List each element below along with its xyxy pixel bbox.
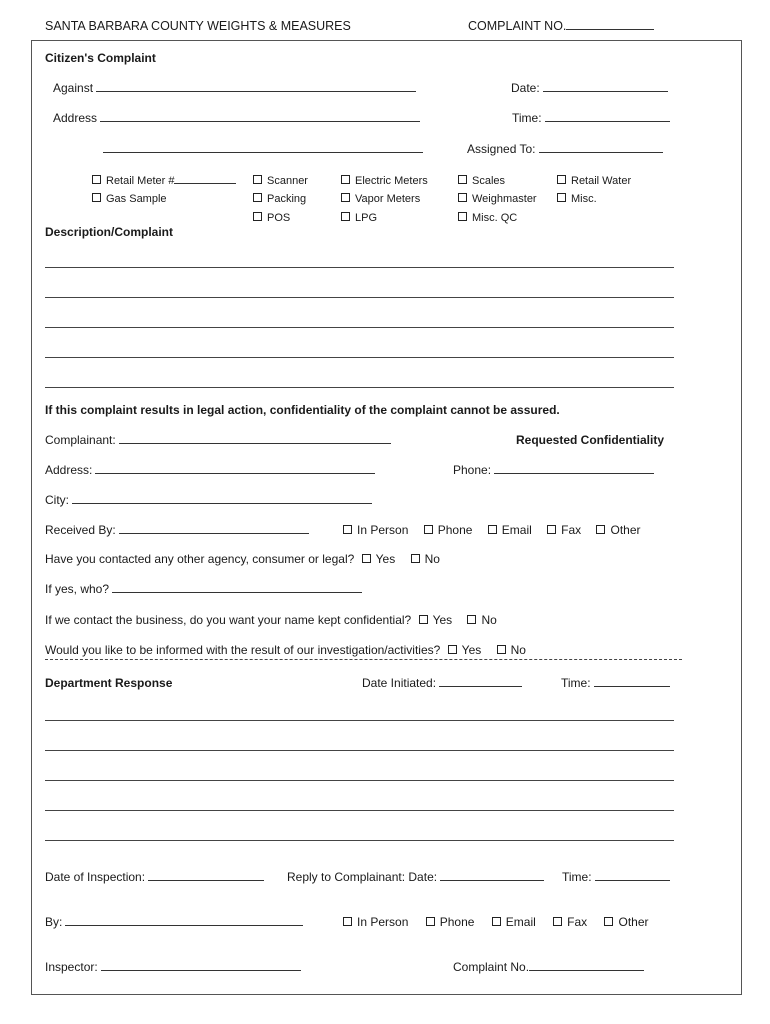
complainant-field[interactable]: [45, 433, 391, 447]
checkbox-icon: [426, 917, 435, 926]
checkbox-icon: [604, 917, 613, 926]
footer-complaint-number-label: Complaint No.: [453, 960, 530, 974]
checkbox-icon: [497, 645, 506, 654]
department-time-label: Time:: [561, 676, 591, 690]
checkbox-icon: [92, 193, 101, 202]
checkbox-icon: [448, 645, 457, 654]
checkbox-icon: [253, 175, 262, 184]
contacted-agency-label: Have you contacted any other agency, consumer or legal?: [45, 552, 355, 566]
assigned-to-label: Assigned To:: [467, 142, 536, 156]
checkbox-vapor-meters[interactable]: Vapor Meters: [341, 193, 420, 205]
address-label: Address: [53, 111, 98, 125]
time-field[interactable]: [512, 111, 670, 125]
checkbox-retail-meter[interactable]: Retail Meter #: [92, 175, 236, 187]
inspector-field[interactable]: [45, 960, 301, 974]
confidential-no[interactable]: No: [467, 613, 496, 627]
checkbox-icon: [488, 525, 497, 534]
confidential-yes[interactable]: Yes: [419, 613, 453, 627]
option-email[interactable]: Email: [488, 523, 532, 537]
confidential-question: [45, 613, 497, 627]
date-label: Date:: [511, 81, 540, 95]
checkbox-electric-meters[interactable]: Electric Meters: [341, 175, 428, 187]
inspector-label: Inspector:: [45, 960, 98, 974]
informed-yes[interactable]: Yes: [448, 643, 482, 657]
description-line[interactable]: [45, 267, 674, 268]
agency-title: SANTA BARBARA COUNTY WEIGHTS & MEASURES: [45, 19, 351, 33]
complainant-city-label: City:: [45, 493, 69, 507]
checkbox-icon: [253, 193, 262, 202]
option-fax[interactable]: Fax: [547, 523, 581, 537]
checkbox-icon: [553, 917, 562, 926]
checkbox-pos[interactable]: POS: [253, 212, 290, 224]
complainant-address-field[interactable]: [45, 463, 375, 477]
by-field[interactable]: [45, 915, 303, 929]
contacted-yes[interactable]: Yes: [362, 552, 396, 566]
checkbox-weighmaster[interactable]: Weighmaster: [458, 193, 537, 205]
informed-no[interactable]: No: [497, 643, 526, 657]
checkbox-icon: [557, 175, 566, 184]
time-label: Time:: [512, 111, 542, 125]
checkbox-icon: [341, 175, 350, 184]
reply-time-label: Time:: [562, 870, 592, 884]
received-by-field[interactable]: [45, 523, 309, 537]
reply-time-field[interactable]: [562, 870, 670, 884]
received-by-label: Received By:: [45, 523, 116, 537]
checkbox-icon: [596, 525, 605, 534]
against-field[interactable]: [53, 81, 416, 95]
complainant-phone-label: Phone:: [453, 463, 492, 477]
complaint-number-label: COMPLAINT NO.: [468, 19, 567, 33]
response-line[interactable]: [45, 780, 674, 781]
description-line[interactable]: [45, 387, 674, 388]
checkbox-icon: [343, 917, 352, 926]
legal-notice: If this complaint results in legal action, confidentiality of the complaint cannot be assured.: [45, 403, 560, 417]
contacted-no[interactable]: No: [411, 552, 440, 566]
description-heading: Description/Complaint: [45, 225, 174, 239]
description-line[interactable]: [45, 297, 674, 298]
checkbox-icon: [458, 175, 467, 184]
checkbox-scanner[interactable]: Scanner: [253, 175, 308, 187]
checkbox-icon: [411, 554, 420, 563]
checkbox-icon: [458, 212, 467, 221]
reply-option-other[interactable]: Other: [604, 915, 648, 929]
against-label: Against: [53, 81, 94, 95]
complainant-address-label: Address:: [45, 463, 93, 477]
checkbox-icon: [341, 193, 350, 202]
requested-confidentiality-label: Requested Confidentiality: [516, 433, 665, 447]
checkbox-misc-qc[interactable]: Misc. QC: [458, 212, 517, 224]
footer-complaint-number-field[interactable]: [453, 960, 644, 974]
checkbox-retail-water[interactable]: Retail Water: [557, 175, 631, 187]
checkbox-icon: [341, 212, 350, 221]
department-response-heading: Department Response: [45, 676, 173, 690]
option-phone[interactable]: Phone: [424, 523, 473, 537]
complaint-number-field[interactable]: [468, 19, 654, 33]
by-label: By:: [45, 915, 63, 929]
response-line[interactable]: [45, 810, 674, 811]
checkbox-icon: [424, 525, 433, 534]
date-of-inspection-label: Date of Inspection:: [45, 870, 146, 884]
if-yes-who-field[interactable]: [45, 582, 362, 596]
response-line[interactable]: [45, 720, 674, 721]
reply-option-email[interactable]: Email: [492, 915, 536, 929]
checkbox-icon: [419, 615, 428, 624]
informed-label: Would you like to be informed with the result of our investigation/activities?: [45, 643, 441, 657]
complainant-label: Complainant:: [45, 433, 116, 447]
date-initiated-field[interactable]: [362, 676, 522, 690]
assigned-to-field[interactable]: [467, 142, 663, 156]
checkbox-packing[interactable]: Packing: [253, 193, 306, 205]
checkbox-scales[interactable]: Scales: [458, 175, 505, 187]
citizen-complaint-heading: Citizen's Complaint: [45, 51, 156, 65]
section-divider: [45, 659, 682, 660]
checkbox-gas-sample[interactable]: Gas Sample: [92, 193, 167, 205]
complainant-city-field[interactable]: [45, 493, 372, 507]
confidential-label: If we contact the business, do you want your name kept confidential?: [45, 613, 412, 627]
checkbox-icon: [343, 525, 352, 534]
checkbox-misc[interactable]: Misc.: [557, 193, 597, 205]
option-in-person[interactable]: In Person: [343, 523, 408, 537]
address-field[interactable]: [53, 111, 420, 125]
reply-date-label: Reply to Complainant: Date:: [287, 870, 438, 884]
checkbox-icon: [253, 212, 262, 221]
checkbox-icon: [458, 193, 467, 202]
response-line[interactable]: [45, 750, 674, 751]
reply-date-field[interactable]: [287, 870, 544, 884]
checkbox-icon: [547, 525, 556, 534]
if-yes-who-label: If yes, who?: [45, 582, 110, 596]
address-line-2[interactable]: [103, 142, 423, 156]
informed-question: [45, 643, 526, 657]
contacted-agency-question: [45, 552, 440, 566]
description-line[interactable]: [45, 327, 674, 328]
reply-method-options: [343, 915, 649, 929]
reply-option-fax[interactable]: Fax: [553, 915, 587, 929]
date-field[interactable]: [511, 81, 668, 95]
checkbox-lpg[interactable]: LPG: [341, 212, 377, 224]
checkbox-icon: [467, 615, 476, 624]
checkbox-icon: [557, 193, 566, 202]
date-of-inspection-field[interactable]: [45, 870, 264, 884]
checkbox-icon: [92, 175, 101, 184]
department-time-field[interactable]: [561, 676, 670, 690]
response-line[interactable]: [45, 840, 674, 841]
received-method-options: [343, 523, 641, 537]
checkbox-icon: [492, 917, 501, 926]
option-other[interactable]: Other: [596, 523, 640, 537]
reply-option-in-person[interactable]: In Person: [343, 915, 408, 929]
date-initiated-label: Date Initiated:: [362, 676, 437, 690]
reply-option-phone[interactable]: Phone: [426, 915, 475, 929]
checkbox-icon: [362, 554, 371, 563]
complainant-phone-field[interactable]: [453, 463, 654, 477]
description-line[interactable]: [45, 357, 674, 358]
